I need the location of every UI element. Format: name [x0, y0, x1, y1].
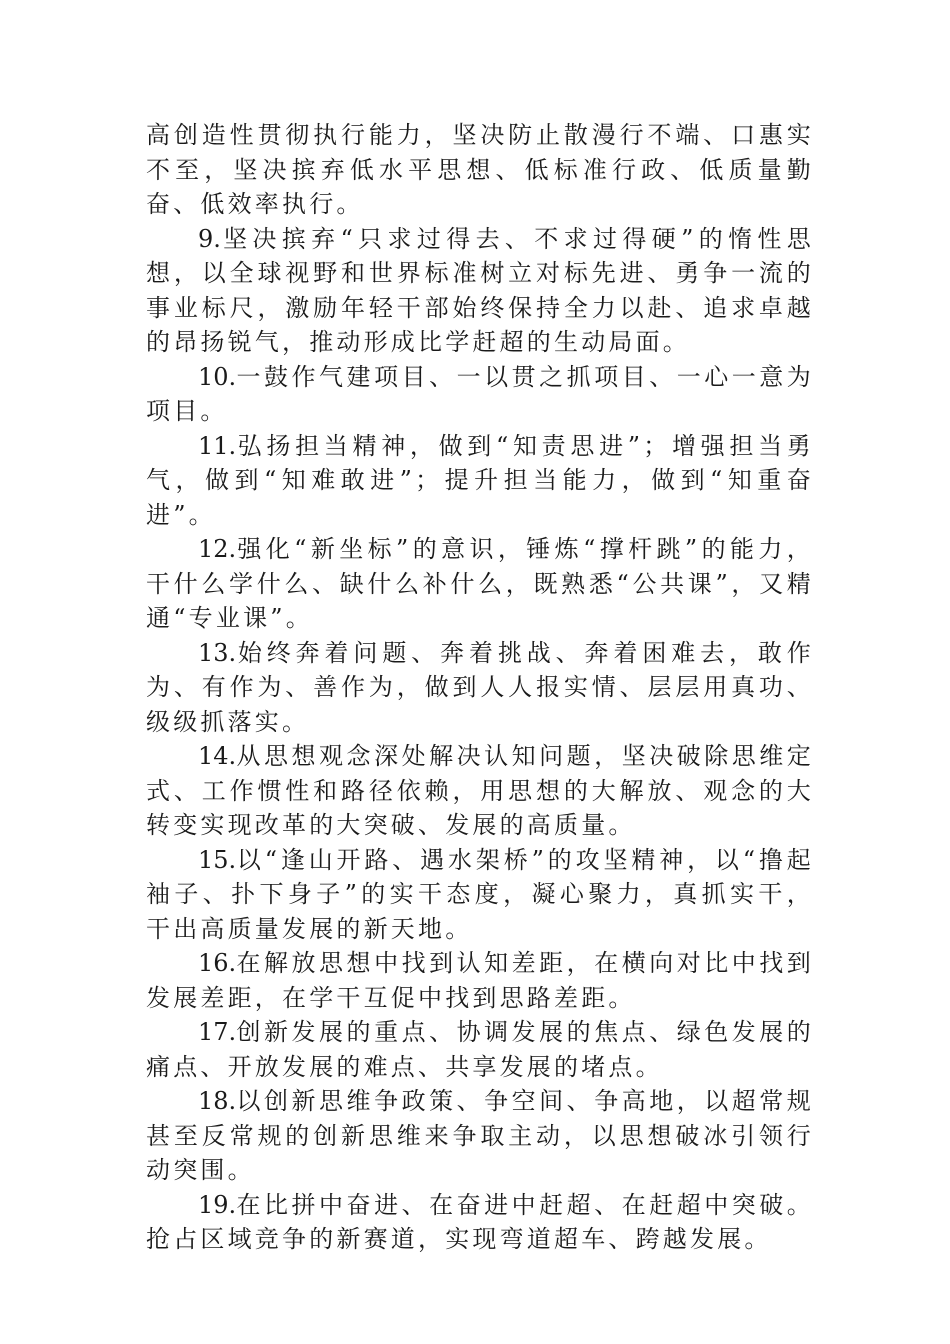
paragraph-number: 10.: [198, 362, 237, 391]
paragraph-number: 15.: [198, 845, 237, 874]
paragraph-item-12: [146, 532, 814, 636]
paragraph-text: 高创造性贯彻执行能力，坚决防止散漫行不端、口惠实不至，坚决摈弃低水平思想、低标准行政、低质量勤奋、低效率执行。: [146, 121, 814, 218]
paragraph-item-19: [146, 1188, 814, 1257]
paragraph-continued: [146, 118, 814, 222]
paragraph-number: 14.: [198, 742, 237, 770]
paragraph-item-15: [146, 843, 814, 947]
paragraph-number: 12.: [198, 535, 237, 563]
paragraph-item-9: [146, 222, 814, 360]
paragraph-text: 创新发展的重点、协调发展的焦点、绿色发展的痛点、开放发展的难点、共享发展的堵点。: [146, 1018, 814, 1081]
paragraph-item-13: [146, 636, 814, 740]
paragraph-item-11: [146, 429, 814, 533]
paragraph-text: 以创新思维争政策、争空间、争高地，以超常规甚至反常规的创新思维来争取主动，以思想破冰引领行动突围。: [146, 1087, 814, 1184]
paragraph-item-14: [146, 739, 814, 843]
paragraph-number: 16.: [198, 949, 237, 977]
paragraph-number: 18.: [198, 1087, 237, 1115]
paragraph-item-17: [146, 1015, 814, 1084]
paragraph-item-10: [146, 360, 814, 429]
paragraph-text: 坚决摈弃“只求过得去、不求过得硬”的惰性思想，以全球视野和世界标准树立对标先进、勇争一流的事业标尺，激励年轻干部始终保持全力以赴、追求卓越的昂扬锐气，推动形成比学赶超的生动局面。: [146, 224, 814, 356]
paragraph-text: 以“逢山开路、遇水架桥”的攻坚精神，以“撸起袖子、扑下身子”的实干态度，凝心聚力，真抓实干，干出高质量发展的新天地。: [146, 845, 814, 943]
paragraph-text: 一鼓作气建项目、一以贯之抓项目、一心一意为项目。: [146, 362, 814, 425]
paragraph-number: 13.: [198, 638, 237, 667]
paragraph-text: 强化“新坐标”的意识，锤炼“撑杆跳”的能力，干什么学什么、缺什么补什么，既熟悉“公共课”，又精通“专业课”。: [146, 535, 814, 632]
paragraph-item-18: [146, 1084, 814, 1188]
paragraph-number: 19.: [198, 1190, 237, 1219]
paragraph-number: 9.: [198, 224, 221, 253]
paragraph-text: 在解放思想中找到认知差距，在横向对比中找到发展差距，在学干互促中找到思路差距。: [146, 949, 814, 1012]
document-body: [146, 118, 814, 1257]
paragraph-number: 17.: [198, 1018, 237, 1046]
paragraph-item-16: [146, 946, 814, 1015]
paragraph-text: 弘扬担当精神，做到“知责思进”；增强担当勇气，做到“知难敢进”；提升担当能力，做到“知重奋进”。: [146, 431, 814, 529]
paragraph-number: 11.: [198, 431, 237, 460]
paragraph-text: 从思想观念深处解决认知问题，坚决破除思维定式、工作惯性和路径依赖，用思想的大解放、观念的大转变实现改革的大突破、发展的高质量。: [146, 742, 814, 839]
paragraph-text: 始终奔着问题、奔着挑战、奔着困难去，敢作为、有作为、善作为，做到人人报实情、层层用真功、级级抓落实。: [146, 638, 814, 736]
paragraph-text: 在比拼中奋进、在奋进中赶超、在赶超中突破。抢占区域竞争的新赛道，实现弯道超车、跨越发展。: [146, 1190, 814, 1253]
